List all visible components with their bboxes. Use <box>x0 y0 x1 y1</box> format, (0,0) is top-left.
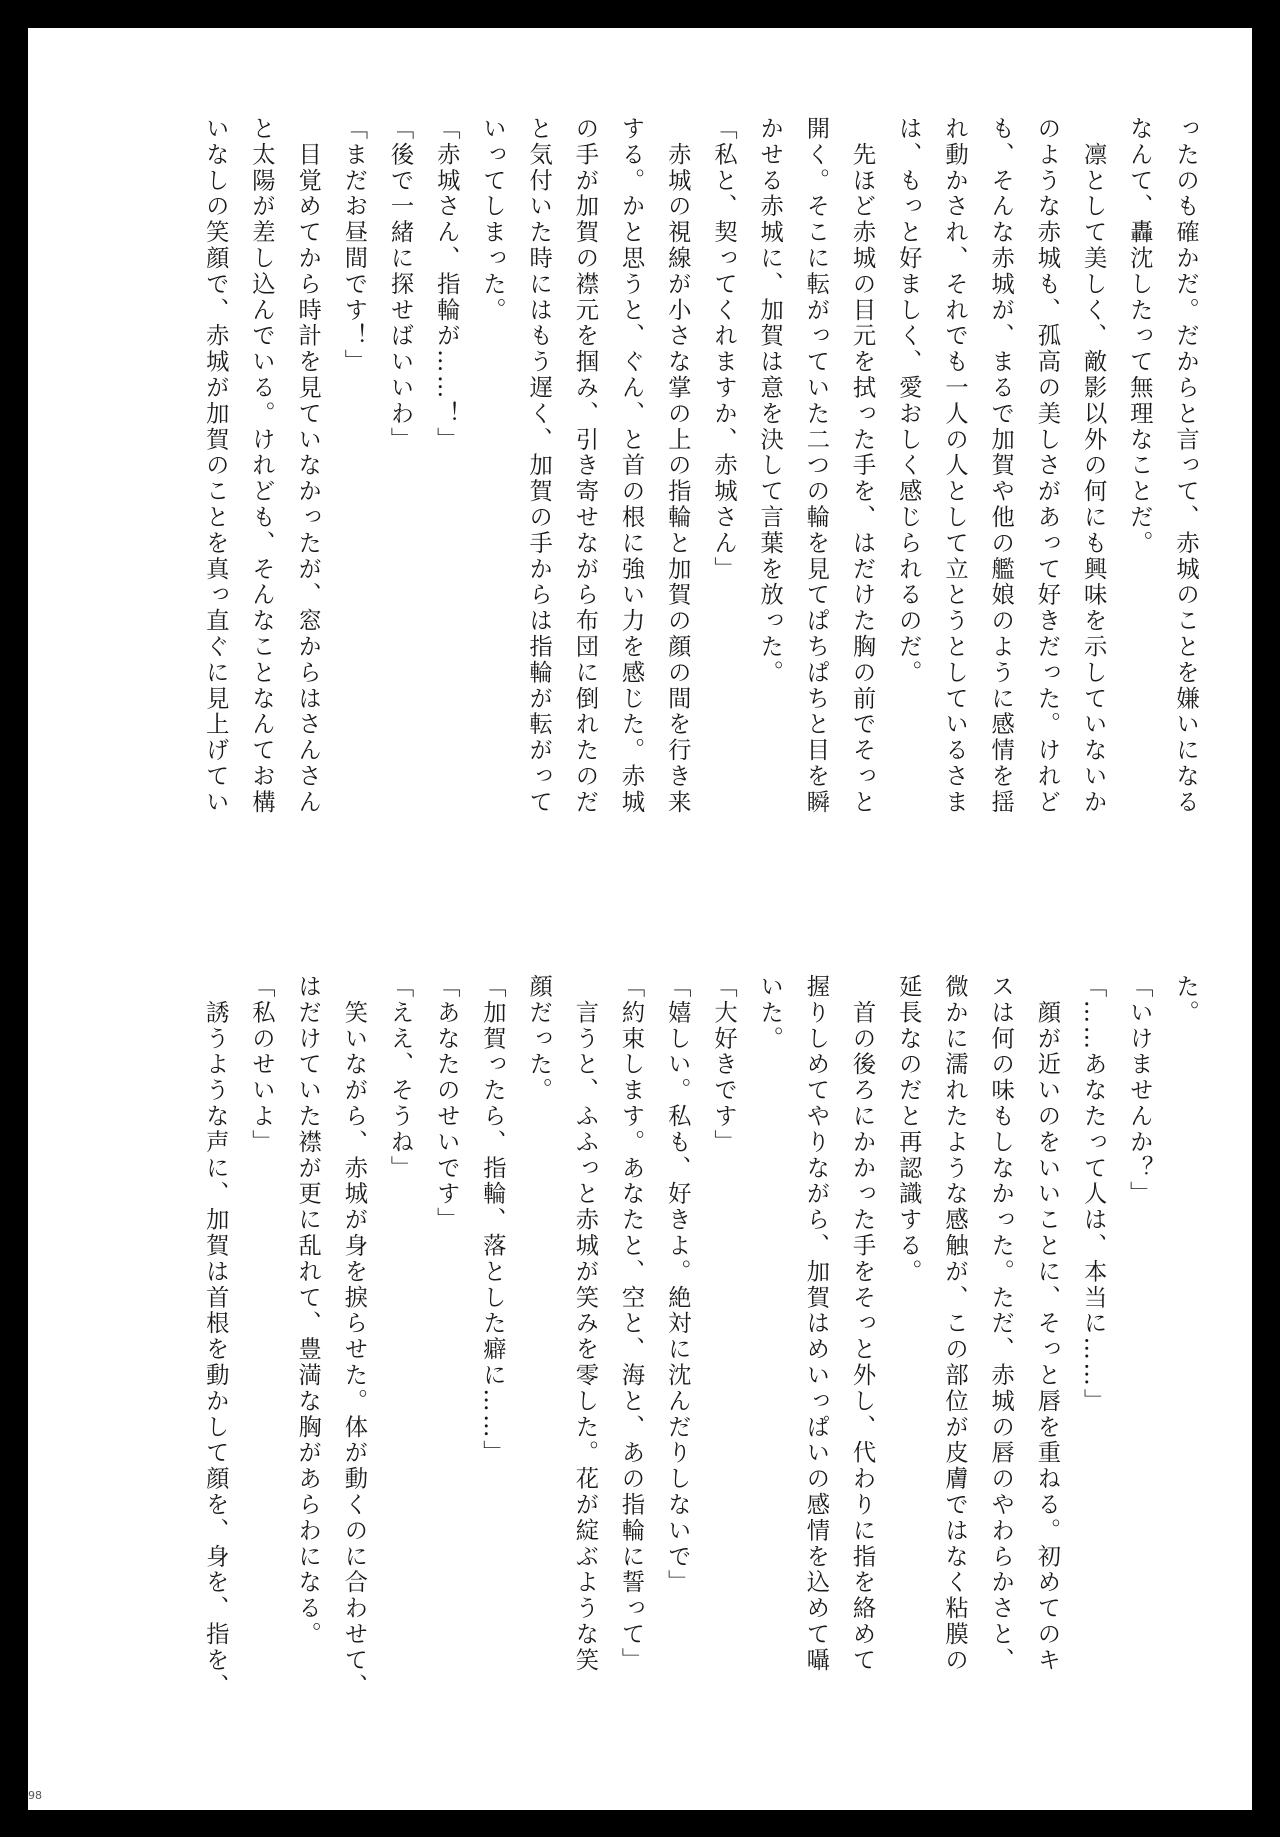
text-line: 言うと、ふふっと赤城が笑みを零した。花が綻ぶような笑 <box>571 974 599 1674</box>
text-line: いた。 <box>756 974 784 1052</box>
text-line: 先ほど赤城の目元を拭った手を、はだけた胸の前でそっと <box>848 116 876 816</box>
text-line: 赤城の視線が小さな掌の上の指輪と加賀の顔の間を行き来 <box>663 116 691 816</box>
text-line: かせる赤城に、加賀は意を決して言葉を放った。 <box>756 116 784 686</box>
text-line: 「赤城さん、指輪が……！」 <box>432 116 460 453</box>
text-line: する。かと思うと、ぐん、と首の根に強い力を感じた。赤城 <box>617 116 645 816</box>
text-line: 「いけませんか？」 <box>1125 974 1153 1208</box>
text-line: 延長なのだと再認識する。 <box>894 974 922 1285</box>
text-line: 「嬉しい。私も、好きよ。絶対に沈んだりしないで」 <box>663 974 691 1596</box>
text-line: なんて、轟沈したって無理なことだ。 <box>1125 116 1153 557</box>
text-line: 「ええ、そうね」 <box>386 974 414 1182</box>
text-line: スは何の味もしなかった。ただ、赤城の唇のやわらかさと、 <box>987 974 1015 1674</box>
text-line: と気付いた時にはもう遅く、加賀の手からは指輪が転がって <box>525 116 553 816</box>
text-line: れ動かされ、それでも一人の人として立とうとしているさま <box>940 116 968 816</box>
text-line: いってしまった。 <box>478 116 506 324</box>
text-line: 「あなたのせいです」 <box>432 974 460 1233</box>
text-line: 握りしめてやりながら、加賀はめいっぱいの感情を込めて囁 <box>802 974 830 1674</box>
text-line: 「約束します。あなたと、空と、海と、あの指輪に誓って」 <box>617 974 645 1674</box>
text-line: 顔だった。 <box>525 974 553 1104</box>
text-line: 笑いながら、赤城が身を捩らせた。体が動くのに合わせて、 <box>340 974 368 1700</box>
upper-text-block <box>192 116 1208 876</box>
page-number: 98 <box>28 1789 42 1802</box>
text-line: 目覚めてから時計を見ていなかったが、窓からはさんさん <box>294 116 322 816</box>
book-page <box>28 28 1252 1810</box>
text-line: 首の後ろにかかった手をそっと外し、代わりに指を絡めて <box>848 974 876 1674</box>
text-line: 微かに濡れたような感触が、この部位が皮膚ではなく粘膜の <box>940 974 968 1674</box>
text-line: 「……あなたって人は、本当に……」 <box>1079 974 1107 1415</box>
text-line: 「まだお昼間です！」 <box>340 116 368 375</box>
text-line: 「私のせいよ」 <box>247 974 275 1156</box>
text-line: ったのも確かだ。だからと言って、赤城のことを嫌いになる <box>1172 116 1199 816</box>
text-line: のような赤城も、孤高の美しさがあって好きだった。けれど <box>1033 116 1061 816</box>
text-line: と太陽が差し込んでいる。けれども、そんなことなんてお構 <box>247 116 275 816</box>
text-line: 「加賀ったら、指輪、落とした癖に……」 <box>478 974 506 1467</box>
text-line: も、そんな赤城が、まるで加賀や他の艦娘のように感情を揺 <box>987 116 1015 816</box>
text-line: 凛として美しく、敵影以外の何にも興味を示していないか <box>1079 116 1107 816</box>
text-line: 顔が近いのをいいことに、そっと唇を重ねる。初めてのキ <box>1033 974 1061 1674</box>
text-line: 開く。そこに転がっていた二つの輪を見てぱちぱちと目を瞬 <box>802 116 830 816</box>
text-line: 「後で一緒に探せばいいわ」 <box>386 116 414 453</box>
text-line: いなしの笑顔で、赤城が加賀のことを真っ直ぐに見上げてい <box>201 116 229 816</box>
text-line: 「私と、契ってくれますか、赤城さん」 <box>709 116 737 583</box>
text-line: は、もっと好ましく、愛おしく感じられるのだ。 <box>894 116 922 686</box>
text-line: 「大好きです」 <box>709 974 737 1156</box>
text-line: 誘うような声に、加賀は首根を動かして顔を、身を、指を、 <box>201 974 229 1700</box>
lower-text-block <box>192 974 1208 1734</box>
text-line: はだけていた襟が更に乱れて、豊満な胸があらわになる。 <box>294 974 322 1648</box>
text-line: の手が加賀の襟元を掴み、引き寄せながら布団に倒れたのだ <box>571 116 599 816</box>
text-line: た。 <box>1172 974 1199 1026</box>
